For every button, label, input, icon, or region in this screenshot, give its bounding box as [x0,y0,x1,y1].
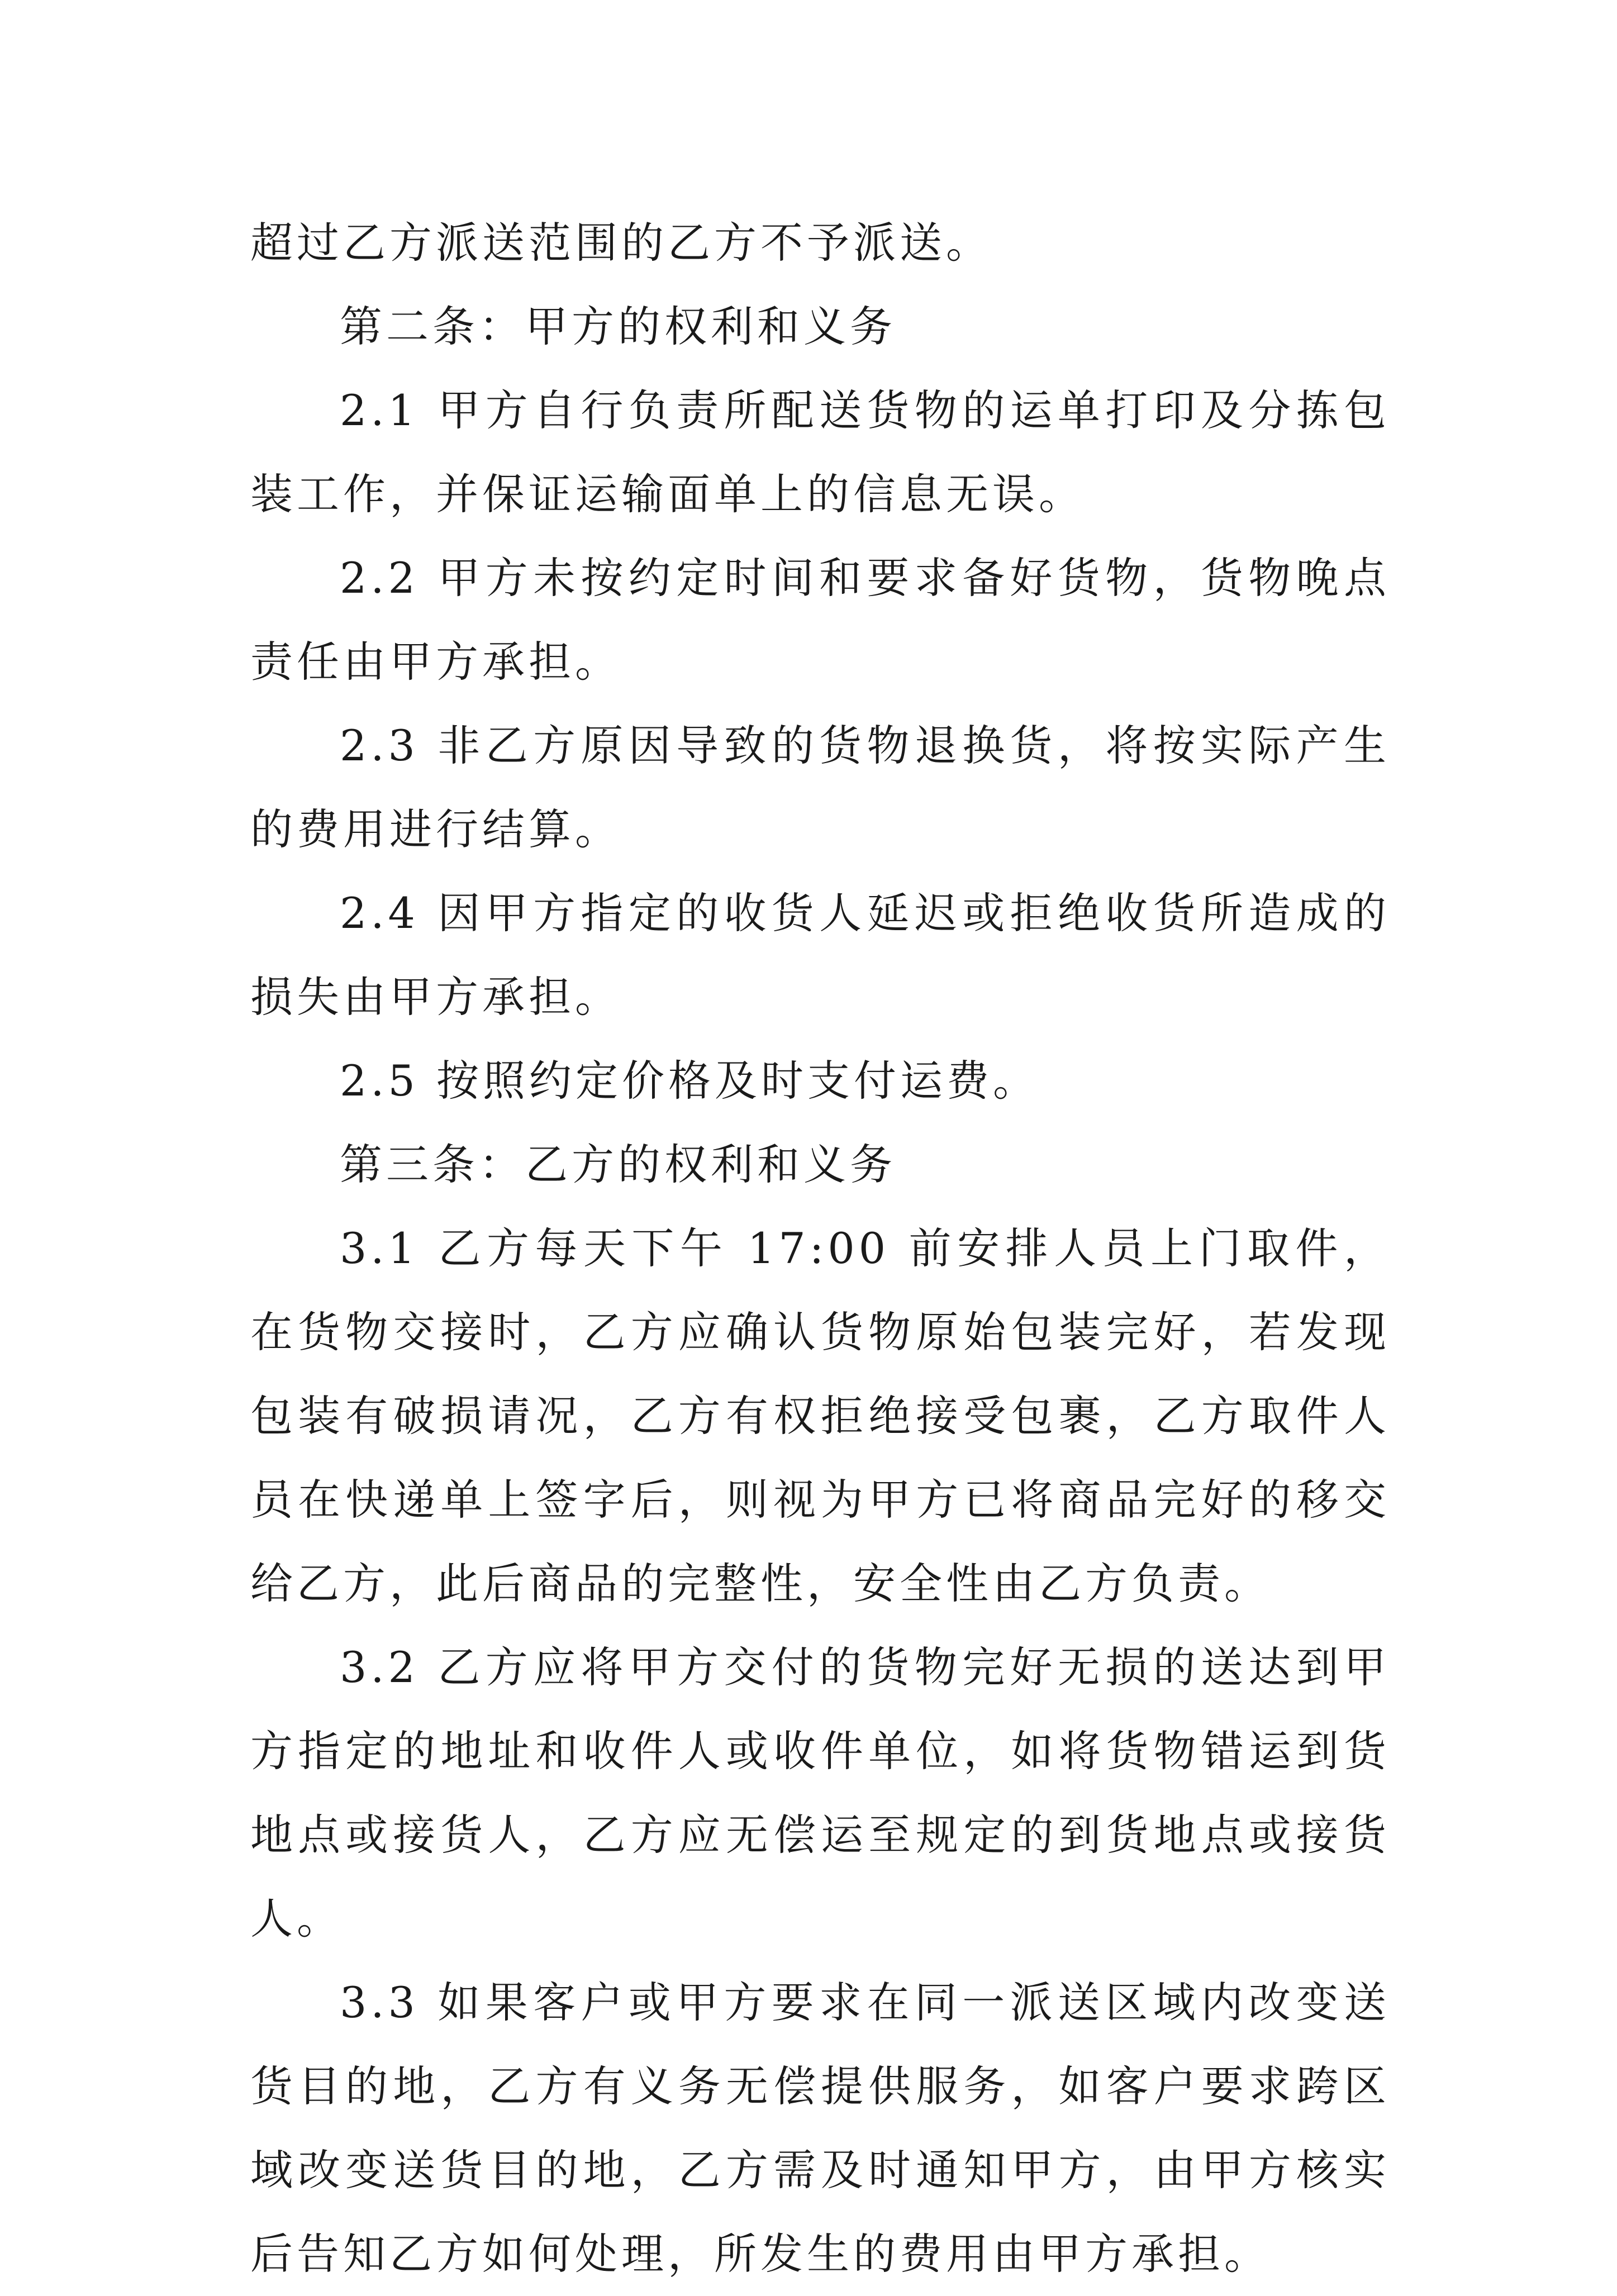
section-heading-article-2: 第二条：甲方的权利和义务 [340,302,896,351]
clause-3-3: 3.3 如果客户或甲方要求在同一派送区域内改变送货目的地，乙方有义务无偿提供服务，如客户要求跨区域改变送货目的地，乙方需及时通知甲方，由甲方核实后告知乙方如何处理，所发生的费用由甲方承担。 [250,1978,1390,2279]
clause-2-5: 2.5 按照约定价格及时支付运费。 [340,1056,1040,1106]
clause-2-3: 2.3 非乙方原因导致的货物退换货，将按实际产生的费用进行结算。 [250,721,1390,854]
clause-2-1: 2.1 甲方自行负责所配送货物的运单打印及分拣包装工作，并保证运输面单上的信息无误。 [250,385,1390,519]
clause-3-2: 3.2 乙方应将甲方交付的货物完好无损的送达到甲方指定的地址和收件人或收件单位，如将货物错运到货地点或接货人，乙方应无偿运至规定的到货地点或接货人。 [250,1642,1390,1943]
section-heading-article-3: 第三条：乙方的权利和义务 [340,1140,896,1189]
clause-3-1: 3.1 乙方每天下午 17:00 前安排人员上门取件，在货物交接时，乙方应确认货物原始包装完好，若发现包装有破损请况，乙方有权拒绝接受包裹，乙方取件人员在快递单上签字后，则视为甲方已将商品完好的移交给乙方，此后商品的完整性，安全性由乙方负责。 [250,1223,1390,1608]
paragraph-continuation: 超过乙方派送范围的乙方不予派送。 [250,218,992,268]
clause-2-4: 2.4 因甲方指定的收货人延迟或拒绝收货所造成的损失由甲方承担。 [250,888,1390,1022]
clause-2-2: 2.2 甲方未按约定时间和要求备好货物，货物晚点责任由甲方承担。 [250,553,1390,687]
document-body [250,201,1390,2296]
